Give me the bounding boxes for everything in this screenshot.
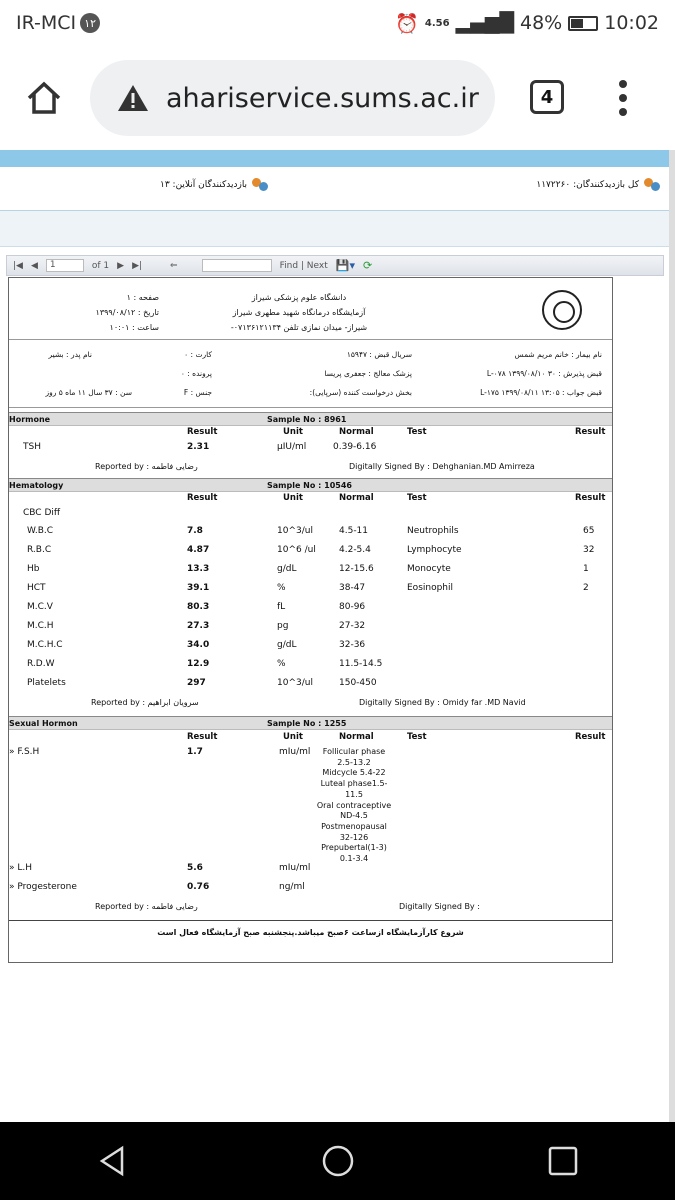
test-normal: 27-32 bbox=[339, 621, 366, 631]
test-name: R.B.C bbox=[27, 545, 52, 555]
test-normal: 11.5-14.5 bbox=[339, 659, 383, 669]
test-name: M.C.H bbox=[27, 621, 54, 631]
test-name: » F.S.H bbox=[9, 747, 40, 757]
test-unit: ng/ml bbox=[279, 882, 305, 892]
overflow-menu-icon[interactable] bbox=[618, 80, 628, 116]
test-name: Hb bbox=[27, 564, 40, 574]
spacer-bar bbox=[0, 211, 669, 247]
sample-number: Sample No : 8961 bbox=[267, 415, 347, 424]
patient-info bbox=[9, 340, 612, 408]
normal-range-line: Prepubertal(1-3) bbox=[321, 843, 387, 853]
diff-test-name: Eosinophil bbox=[407, 583, 454, 593]
signed-by: Digitally Signed By : Dehghanian.MD Amirreza bbox=[349, 462, 535, 471]
home-icon[interactable] bbox=[24, 78, 64, 118]
table-row bbox=[9, 543, 612, 561]
prev-page-icon[interactable]: ◀ bbox=[30, 260, 38, 271]
test-unit: mIu/ml bbox=[279, 863, 311, 873]
test-unit: fL bbox=[277, 602, 286, 612]
col-test-result: Result bbox=[575, 427, 606, 437]
test-result: 13.3 bbox=[187, 564, 210, 574]
recents-nav-icon[interactable] bbox=[546, 1144, 580, 1178]
test-result: 80.3 bbox=[187, 602, 210, 612]
col-test: Test bbox=[407, 427, 427, 437]
table-row bbox=[9, 440, 612, 458]
test-unit: pg bbox=[277, 621, 289, 631]
test-name: » L.H bbox=[9, 863, 33, 873]
test-result: 297 bbox=[187, 678, 206, 688]
table-row bbox=[9, 657, 612, 675]
signed-by: Digitally Signed By : bbox=[399, 902, 480, 911]
report-date: تاریخ : ۱۳۹۹/۰۸/۱۲ bbox=[95, 308, 159, 317]
url-text: ahariservice.sums.ac.ir bbox=[166, 82, 479, 114]
col-unit: Unit bbox=[283, 427, 303, 437]
col-test: Test bbox=[407, 732, 427, 742]
test-result: 7.8 bbox=[187, 526, 203, 536]
hematology-section-header bbox=[9, 478, 612, 492]
test-result: 39.1 bbox=[187, 583, 210, 593]
test-name: W.B.C bbox=[27, 526, 54, 536]
col-result: Result bbox=[187, 732, 218, 742]
father-name: نام پدر : بشیر bbox=[48, 350, 92, 359]
test-normal: 80-96 bbox=[339, 602, 366, 612]
normal-range-line: 32-126 bbox=[339, 832, 369, 842]
table-row bbox=[9, 562, 612, 580]
test-unit: % bbox=[277, 583, 286, 593]
test-unit: 10^3/ul bbox=[277, 526, 313, 536]
university-logo-icon bbox=[542, 290, 582, 330]
test-normal: 4.2-5.4 bbox=[339, 545, 371, 555]
col-normal: Normal bbox=[339, 493, 374, 503]
test-normal: 0.39-6.16 bbox=[333, 442, 377, 452]
table-row bbox=[9, 676, 612, 694]
tab-switcher-button[interactable]: 4 bbox=[530, 80, 564, 114]
section-title: Sexual Hormon bbox=[9, 719, 78, 728]
test-unit: g/dL bbox=[277, 640, 297, 650]
diff-test-name: Monocyte bbox=[407, 564, 451, 574]
sample-number: Sample No : 10546 bbox=[267, 481, 352, 490]
cbc-diff-label: CBC Diff bbox=[23, 508, 61, 518]
answer-receipt: قبض جواب : ۱۳:۰۵ ۱۳۹۹/۰۸/۱۱ L-۱۷۵ bbox=[480, 388, 602, 397]
sim-badge: ۱۲ bbox=[80, 13, 100, 33]
table-row bbox=[9, 619, 612, 637]
signature-row bbox=[9, 696, 612, 714]
test-name: HCT bbox=[27, 583, 46, 593]
requesting-dept: بخش درخواست کننده (سرپایی): bbox=[309, 388, 412, 397]
patient-sex: جنس : F bbox=[183, 388, 212, 397]
normal-range-line: 11.5 bbox=[345, 789, 363, 799]
diff-test-name: Neutrophils bbox=[407, 526, 459, 536]
first-page-icon[interactable]: |◀ bbox=[13, 260, 23, 271]
col-normal: Normal bbox=[339, 427, 374, 437]
test-name: R.D.W bbox=[27, 659, 55, 669]
admission-receipt: قبض پذیرش : ۳۰ ۱۳۹۹/۰۸/۱۰ L-۰۷۸ bbox=[486, 369, 602, 378]
test-normal: 38-47 bbox=[339, 583, 366, 593]
column-headers bbox=[9, 492, 612, 506]
diff-test-result: 1 bbox=[583, 564, 589, 574]
sample-number: Sample No : 1255 bbox=[267, 719, 347, 728]
normal-range-line: Luteal phase1.5- bbox=[320, 779, 388, 789]
home-nav-icon[interactable] bbox=[321, 1144, 355, 1178]
users-icon bbox=[643, 177, 661, 193]
report-header bbox=[9, 278, 612, 340]
test-name: Platelets bbox=[27, 678, 66, 688]
fsh-normal-ranges bbox=[309, 747, 399, 865]
online-users-icon bbox=[251, 177, 269, 193]
normal-range-line: Midcycle 5.4-22 bbox=[322, 768, 386, 778]
clock: 10:02 bbox=[604, 12, 659, 34]
col-result: Result bbox=[187, 493, 218, 503]
signed-by: Digitally Signed By : Omidy far .MD Navid bbox=[359, 698, 526, 707]
table-row bbox=[9, 861, 612, 879]
diff-test-result: 32 bbox=[583, 545, 595, 555]
column-headers bbox=[9, 426, 612, 440]
network-type: 4.56 bbox=[424, 17, 450, 29]
patient-age: سن : ۳۷ سال ۱۱ ماه ۵ روز bbox=[45, 388, 132, 397]
lab-address: شیراز- میدان نمازی تلفن ۰۷۱۳۶۱۲۱۱۳۴- bbox=[230, 323, 368, 332]
page-number: صفحه : ۱ bbox=[126, 293, 159, 302]
test-name: M.C.V bbox=[27, 602, 53, 612]
lab-report bbox=[8, 277, 613, 963]
test-result: 0.76 bbox=[187, 882, 210, 892]
test-name: » Progesterone bbox=[9, 882, 77, 892]
patient-name: نام بیمار : خانم مریم شمس bbox=[514, 350, 602, 359]
total-visitors: کل بازدیدکنندگان: ۱۱۷۲۲۶۰ bbox=[536, 180, 639, 190]
normal-range-line: Postmenopausal bbox=[321, 821, 387, 831]
report-viewer-toolbar bbox=[6, 255, 664, 276]
page-input[interactable]: 1 bbox=[46, 259, 84, 272]
signature-row bbox=[9, 460, 612, 478]
test-name: M.C.H.C bbox=[27, 640, 63, 650]
table-row bbox=[9, 524, 612, 542]
test-unit: g/dL bbox=[277, 564, 297, 574]
normal-range-line: ND-4.5 bbox=[340, 811, 368, 821]
col-unit: Unit bbox=[283, 493, 303, 503]
normal-range-line: 0.1-3.4 bbox=[339, 854, 369, 864]
alarm-icon: ⏰ bbox=[395, 12, 419, 35]
table-row bbox=[9, 638, 612, 656]
diff-test-name: Lymphocyte bbox=[407, 545, 462, 555]
find-next-link[interactable]: Find | Next bbox=[279, 260, 328, 271]
column-headers bbox=[9, 731, 612, 745]
page-count: of 1 bbox=[91, 260, 110, 271]
test-normal: 4.5-11 bbox=[339, 526, 369, 536]
signal-icon: ▂▄▆█ bbox=[455, 12, 514, 34]
section-title: Hematology bbox=[9, 481, 64, 490]
status-bar bbox=[0, 0, 675, 46]
table-row bbox=[9, 600, 612, 618]
carrier-name: IR-MCI bbox=[16, 12, 77, 34]
col-test-result: Result bbox=[575, 493, 606, 503]
system-nav-bar bbox=[0, 1122, 675, 1200]
receipt-serial: سریال قبض : ۱۵۹۴۷ bbox=[346, 350, 412, 359]
test-result: 34.0 bbox=[187, 640, 210, 650]
col-unit: Unit bbox=[283, 732, 303, 742]
normal-range-line: 2.5-13.2 bbox=[337, 757, 371, 767]
sexual-hormon-section-header bbox=[9, 716, 612, 730]
hormone-section-header bbox=[9, 412, 612, 426]
test-normal: 150-450 bbox=[339, 678, 377, 688]
export-icon[interactable]: 💾▾ bbox=[335, 259, 355, 272]
online-visitors: بازدیدکنندگان آنلاین: ۱۳ bbox=[160, 180, 248, 190]
diff-test-result: 2 bbox=[583, 583, 589, 593]
normal-range-line: Oral contraceptive bbox=[316, 800, 392, 810]
address-bar[interactable] bbox=[90, 60, 495, 136]
lab-hours-note: شروع کارآزمایشگاه ازساعت ۶صبح میباشد.پنجشنبه صبح آزمایشگاه فعال است bbox=[157, 928, 464, 937]
diff-test-result: 65 bbox=[583, 526, 595, 536]
test-name: TSH bbox=[23, 442, 41, 452]
section-title: Hormone bbox=[9, 415, 51, 424]
test-normal: 32-36 bbox=[339, 640, 366, 650]
test-unit: µIU/ml bbox=[277, 442, 307, 452]
test-unit: mIu/ml bbox=[279, 747, 311, 757]
lab-name: آزمایشگاه درمانگاه شهید مطهری شیراز bbox=[232, 308, 366, 317]
footer-divider bbox=[9, 920, 612, 921]
back-nav-icon[interactable] bbox=[96, 1144, 130, 1178]
last-page-icon[interactable]: ▶| bbox=[132, 260, 143, 271]
physician: پزشک معالج : جعفری پریسا bbox=[324, 369, 412, 378]
university-name: دانشگاه علوم پزشکی شیراز bbox=[251, 293, 347, 302]
card-number: کارت : ۰ bbox=[184, 350, 212, 359]
reported-by: Reported by : سرویان ابراهیم bbox=[91, 698, 199, 707]
find-input[interactable] bbox=[202, 259, 272, 272]
col-normal: Normal bbox=[339, 732, 374, 742]
battery-icon bbox=[568, 16, 598, 31]
warning-icon[interactable] bbox=[116, 83, 150, 113]
table-row bbox=[9, 581, 612, 599]
table-row bbox=[9, 880, 612, 898]
test-result: 2.31 bbox=[187, 442, 210, 452]
signature-row bbox=[9, 900, 612, 918]
reported-by: Reported by : رضایی فاطمه bbox=[95, 462, 198, 471]
col-test: Test bbox=[407, 493, 427, 503]
test-result: 4.87 bbox=[187, 545, 210, 555]
next-page-icon[interactable]: ▶ bbox=[117, 260, 125, 271]
test-result: 1.7 bbox=[187, 747, 203, 757]
refresh-icon[interactable]: ⟳ bbox=[362, 259, 373, 272]
reported-by: Reported by : رضایی فاطمه bbox=[95, 902, 198, 911]
back-icon[interactable]: ⇐ bbox=[170, 260, 178, 271]
browser-toolbar bbox=[0, 46, 675, 150]
normal-range-line: Follicular phase bbox=[322, 747, 386, 756]
battery-percent: 48% bbox=[520, 12, 563, 34]
top-band bbox=[0, 150, 669, 167]
report-time: ساعت : ۱۰:۰۱ bbox=[109, 323, 159, 332]
test-unit: 10^6 /ul bbox=[277, 545, 316, 555]
test-unit: 10^3/ul bbox=[277, 678, 313, 688]
visitor-bar bbox=[0, 167, 669, 211]
group-label bbox=[9, 506, 612, 524]
col-result: Result bbox=[187, 427, 218, 437]
test-result: 5.6 bbox=[187, 863, 203, 873]
test-result: 12.9 bbox=[187, 659, 210, 669]
file-number: پرونده : ۰ bbox=[180, 369, 212, 378]
test-normal: 12-15.6 bbox=[339, 564, 374, 574]
col-test-result: Result bbox=[575, 732, 606, 742]
test-unit: % bbox=[277, 659, 286, 669]
test-result: 27.3 bbox=[187, 621, 210, 631]
